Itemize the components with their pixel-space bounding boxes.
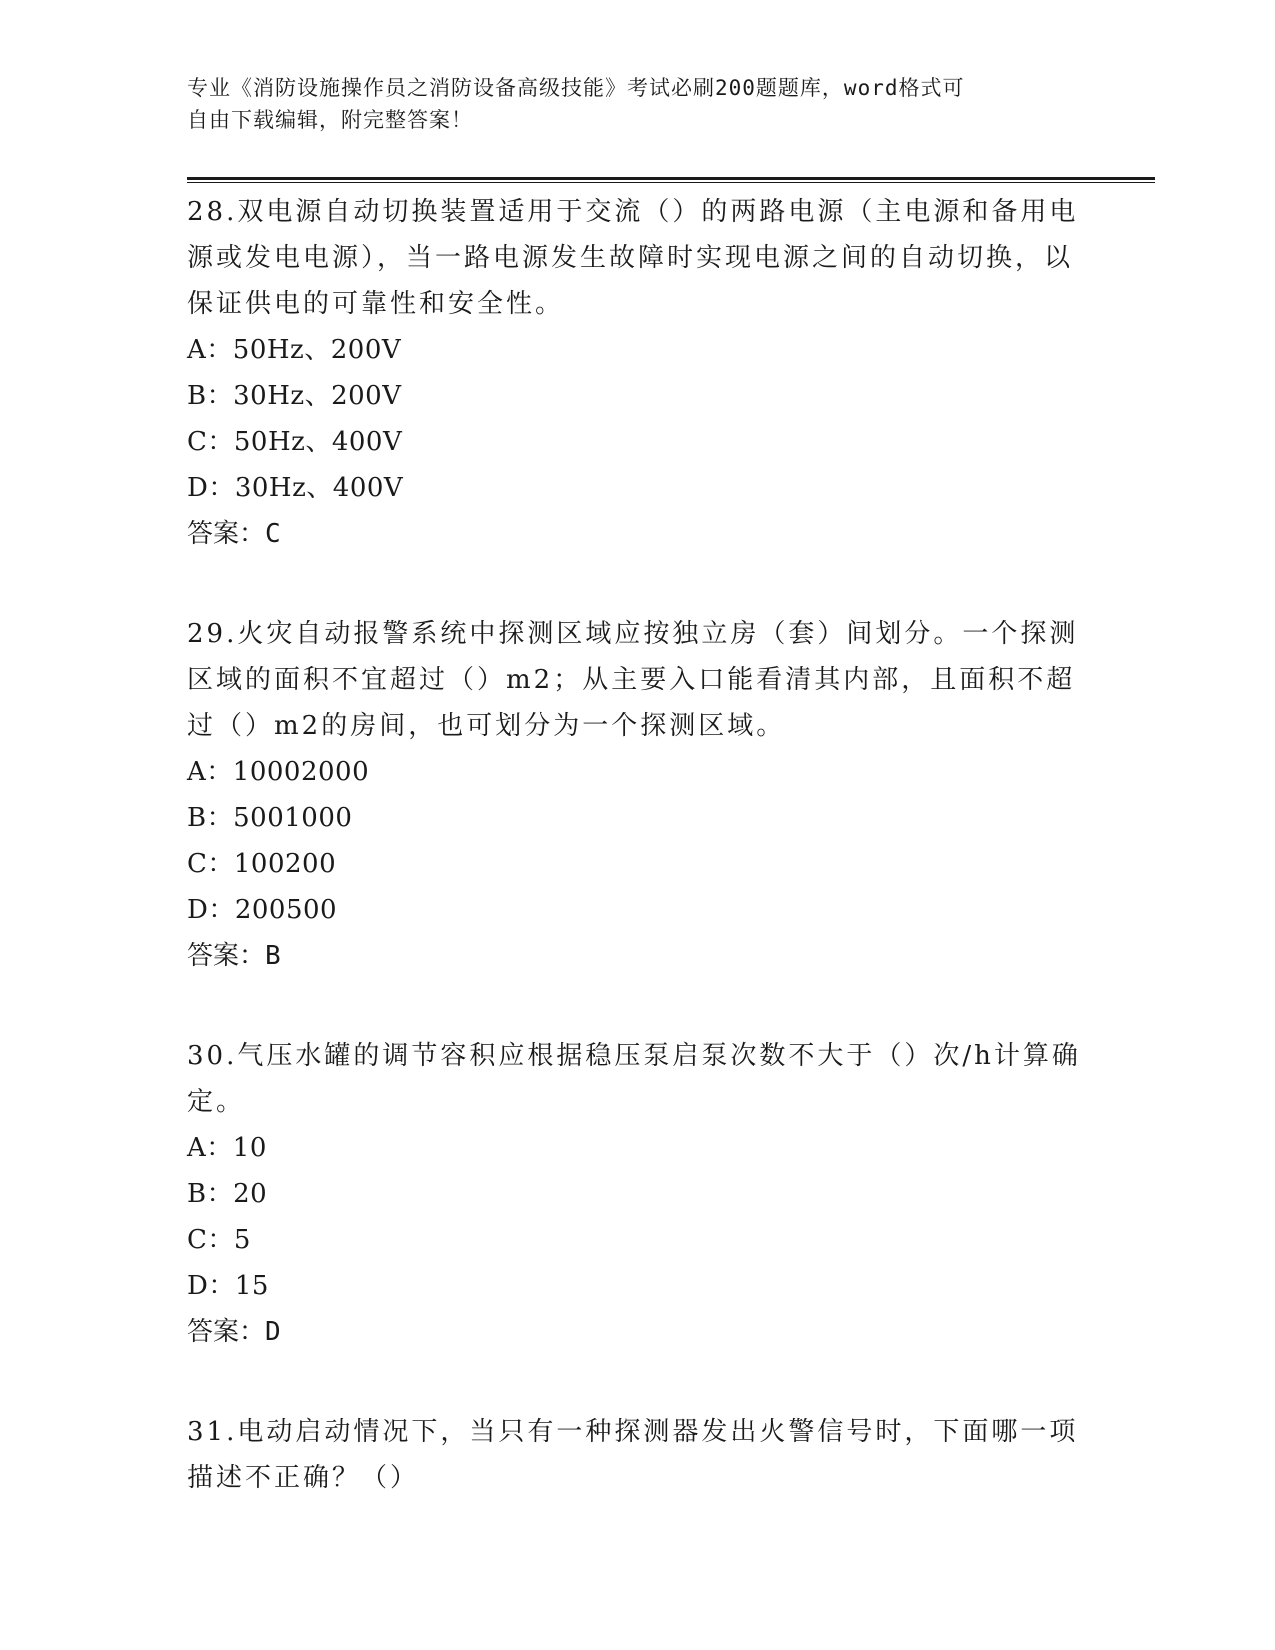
- option-d: D：15: [187, 1271, 269, 1301]
- option-d: D：200500: [187, 895, 338, 925]
- question-list: [187, 189, 1087, 1555]
- document-header: [187, 72, 1077, 136]
- option-b: B：5001000: [187, 803, 353, 833]
- option-d: D：30Hz、400V: [187, 473, 404, 503]
- answer: 答案：B: [187, 941, 281, 971]
- option-b: B：30Hz、200V: [187, 381, 402, 411]
- question-stem: 30.气压水罐的调节容积应根据稳压泵启泵次数不大于（）次/h计算确定。: [187, 1041, 1081, 1117]
- option-a: A：10002000: [187, 757, 370, 787]
- question-31: [187, 1409, 1087, 1501]
- option-c: C：50Hz、400V: [187, 427, 403, 457]
- question-stem: 29.火灾自动报警系统中探测区域应按独立房（套）间划分。一个探测区域的面积不宜超过（）m2；从主要入口能看清其内部，且面积不超过（）m2的房间，也可划分为一个探测区域。: [187, 619, 1079, 741]
- header-line-1: 专业《消防设施操作员之消防设备高级技能》考试必刷200题题库，word格式可: [187, 76, 965, 100]
- option-c: C：5: [187, 1225, 251, 1255]
- question-30: [187, 1033, 1087, 1355]
- option-b: B：20: [187, 1179, 268, 1209]
- question-28: [187, 189, 1087, 557]
- option-c: C：100200: [187, 849, 337, 879]
- answer: 答案：C: [187, 519, 281, 549]
- header-line-2: 自由下载编辑，附完整答案！: [187, 108, 473, 132]
- question-stem: 31.电动启动情况下，当只有一种探测器发出火警信号时，下面哪一项描述不正确？（）: [187, 1417, 1079, 1493]
- header-divider-thick: [187, 177, 1155, 180]
- question-29: [187, 611, 1087, 979]
- question-stem: 28.双电源自动切换装置适用于交流（）的两路电源（主电源和备用电源或发电电源），当一路电源发生故障时实现电源之间的自动切换，以保证供电的可靠性和安全性。: [187, 197, 1079, 319]
- option-a: A：10: [187, 1133, 267, 1163]
- option-a: A：50Hz、200V: [187, 335, 402, 365]
- answer: 答案：D: [187, 1317, 281, 1347]
- header-divider-thin: [187, 182, 1155, 183]
